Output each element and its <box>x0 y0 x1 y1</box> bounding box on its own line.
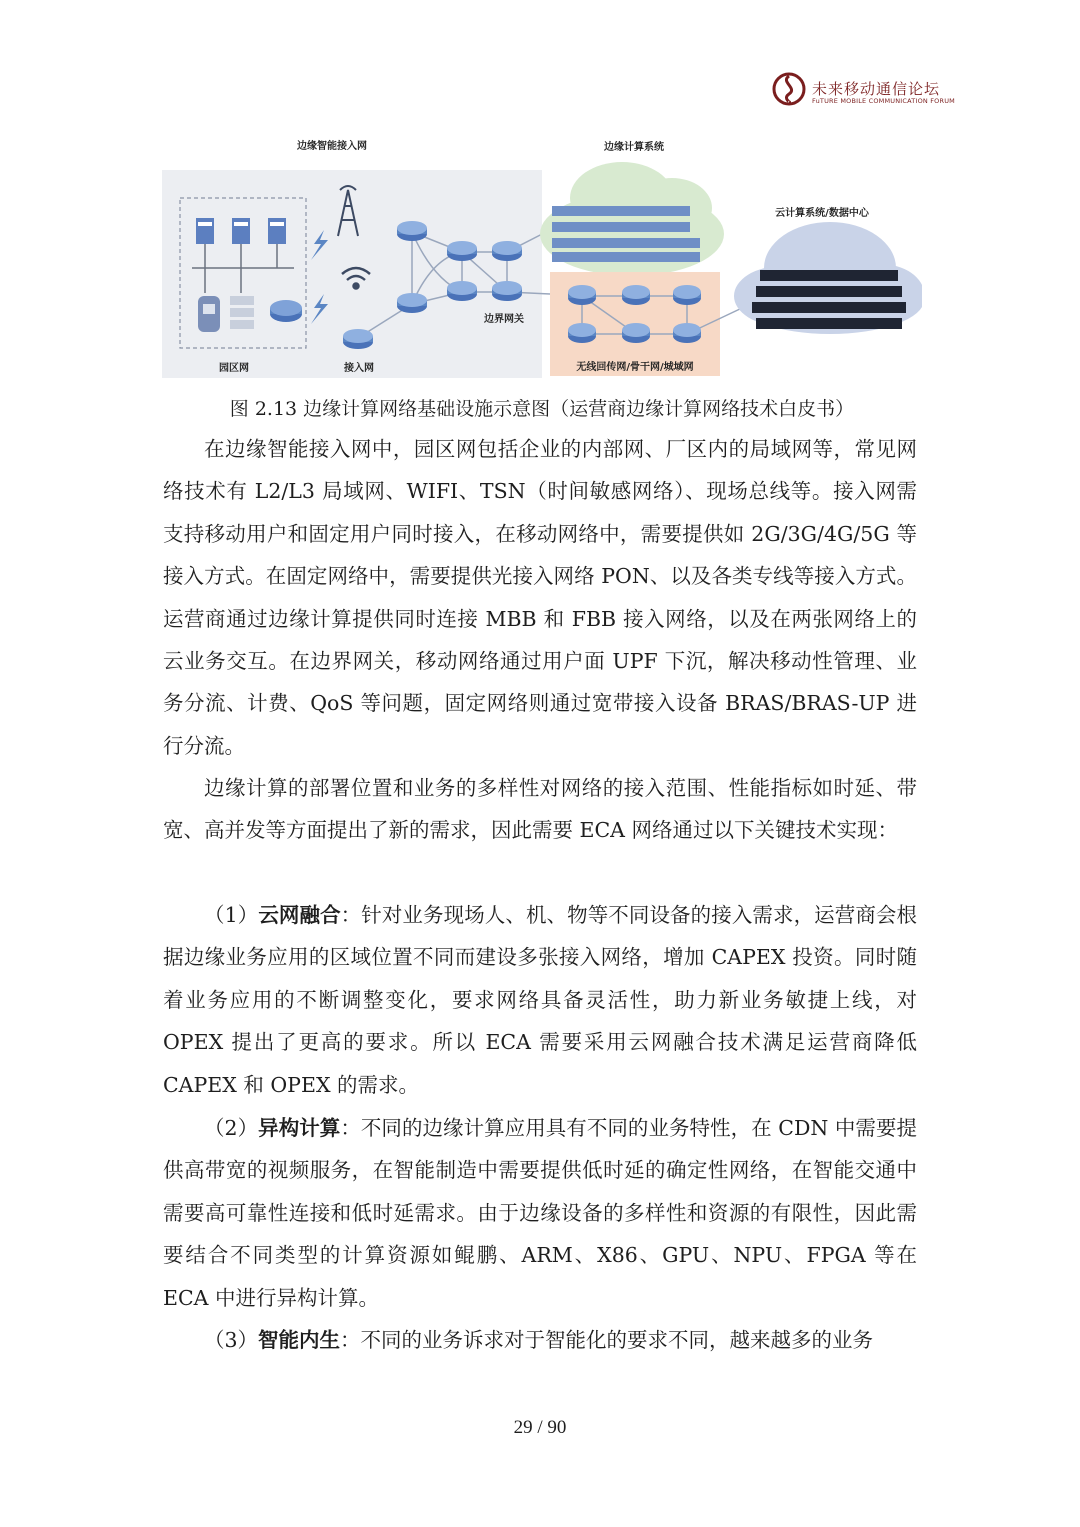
logo-english-text: FuTURE MOBILE COMMUNICATION FORUM <box>812 97 955 105</box>
edge-computing-title: 边缘计算系统 <box>604 142 664 153</box>
access-router-icon <box>343 329 373 349</box>
cloud-datacenter-title: 云计算系统/数据中心 <box>775 208 869 219</box>
item-number: （1） <box>204 903 259 927</box>
item-text: ：不同的业务诉求对于智能化的要求不同，越来越多的业务 <box>340 1328 874 1352</box>
item-term: 云网融合 <box>258 903 341 927</box>
backhaul-network-label: 无线回传网/骨干网/城域网 <box>576 362 694 373</box>
server-icon <box>268 218 286 244</box>
server-icon <box>232 218 250 244</box>
forum-logo <box>772 72 955 112</box>
campus-network-label: 园区网 <box>219 363 249 374</box>
forum-logo-mark-icon <box>772 72 806 106</box>
access-network-label: 接入网 <box>344 363 374 374</box>
item-term: 异构计算 <box>258 1116 341 1140</box>
paragraph-heterogeneous-computing <box>163 1107 917 1319</box>
page-number: 29 / 90 <box>513 1417 567 1438</box>
paragraph-cloud-network-fusion <box>163 894 917 1106</box>
border-gateway-label: 边界网关 <box>484 314 524 325</box>
figure-caption: 图 2.13 边缘计算网络基础设施示意图（运营商边缘计算网络技术白皮书） <box>229 398 855 420</box>
campus-router-icon <box>270 300 302 322</box>
switch-stack-icon <box>230 296 254 329</box>
router-icon <box>397 221 427 241</box>
router-icon <box>447 241 477 261</box>
item-text: ：针对业务现场人、机、物等不同设备的接入需求，运营商会根据边缘业务应用的区域位置不同而建设多张接入网络，增加 CAPEX 投资。同时随着业务应用的不断调整变化，要求网络具备灵活性，助力新业务敏捷上线，对 OPEX 提出了更高的要求。所以 ECA 需要采用云网融合技术满足运营商降低 CAPEX 和 OPEX 的需求。 <box>163 903 918 1097</box>
router-icon <box>568 285 596 305</box>
router-icon <box>673 285 701 305</box>
paragraph-native-intelligence <box>163 1319 917 1361</box>
vehicle-icon <box>198 296 220 332</box>
network-diagram <box>162 128 922 378</box>
paragraph-access-network: 在边缘智能接入网中，园区网包括企业的内部网、厂区内的局域网等，常见网络技术有 L2/L3 局域网、WIFI、TSN（时间敏感网络）、现场总线等。接入网需支持移动用户和固定用户同时接入，在移动网络中，需要提供如 2G/3G/4G/5G 等接入方式。在固定网络中，需要提供光接入网络 PON、以及各类专线等接入方式。运营商通过边缘计算提供同时连接 MBB 和 FBB 接入网络，以及在两张网络上的云业务交互。在边界网关，移动网络通过用户面 UPF 下沉，解决移动性管理、业务分流、计费、QoS 等问题，固定网络则通过宽带接入设备 BRAS/BRAS-UP 进行分流。 <box>163 437 917 758</box>
router-icon <box>622 323 650 343</box>
logo-chinese-text: 未来移动通信论坛 <box>812 80 941 98</box>
router-icon <box>673 323 701 343</box>
router-icon <box>568 323 596 343</box>
router-icon <box>447 281 477 301</box>
access-network-title: 边缘智能接入网 <box>297 141 367 152</box>
router-icon <box>492 281 522 301</box>
paragraph-requirements: 边缘计算的部署位置和业务的多样性对网络的接入范围、性能指标如时延、带宽、高并发等方面提出了新的需求，因此需要 ECA 网络通过以下关键技术实现： <box>163 776 917 843</box>
item-text: ：不同的边缘计算应用具有不同的业务特性，在 CDN 中需要提供高带宽的视频服务，在智能制造中需要提供低时延的确定性网络，在智能交通中需要高可靠性连接和低时延需求。由于边缘设备的多样性和资源的有限性，因此需要结合不同类型的计算资源如鲲鹏、ARM、X86、GPU、NPU、FPGA 等在 ECA 中进行异构计算。 <box>163 1116 918 1310</box>
item-number: （3） <box>204 1328 259 1352</box>
item-term: 智能内生 <box>258 1328 341 1352</box>
router-icon <box>492 241 522 261</box>
router-icon <box>397 293 427 313</box>
item-number: （2） <box>204 1116 259 1140</box>
router-icon <box>622 285 650 305</box>
server-icon <box>196 218 214 244</box>
